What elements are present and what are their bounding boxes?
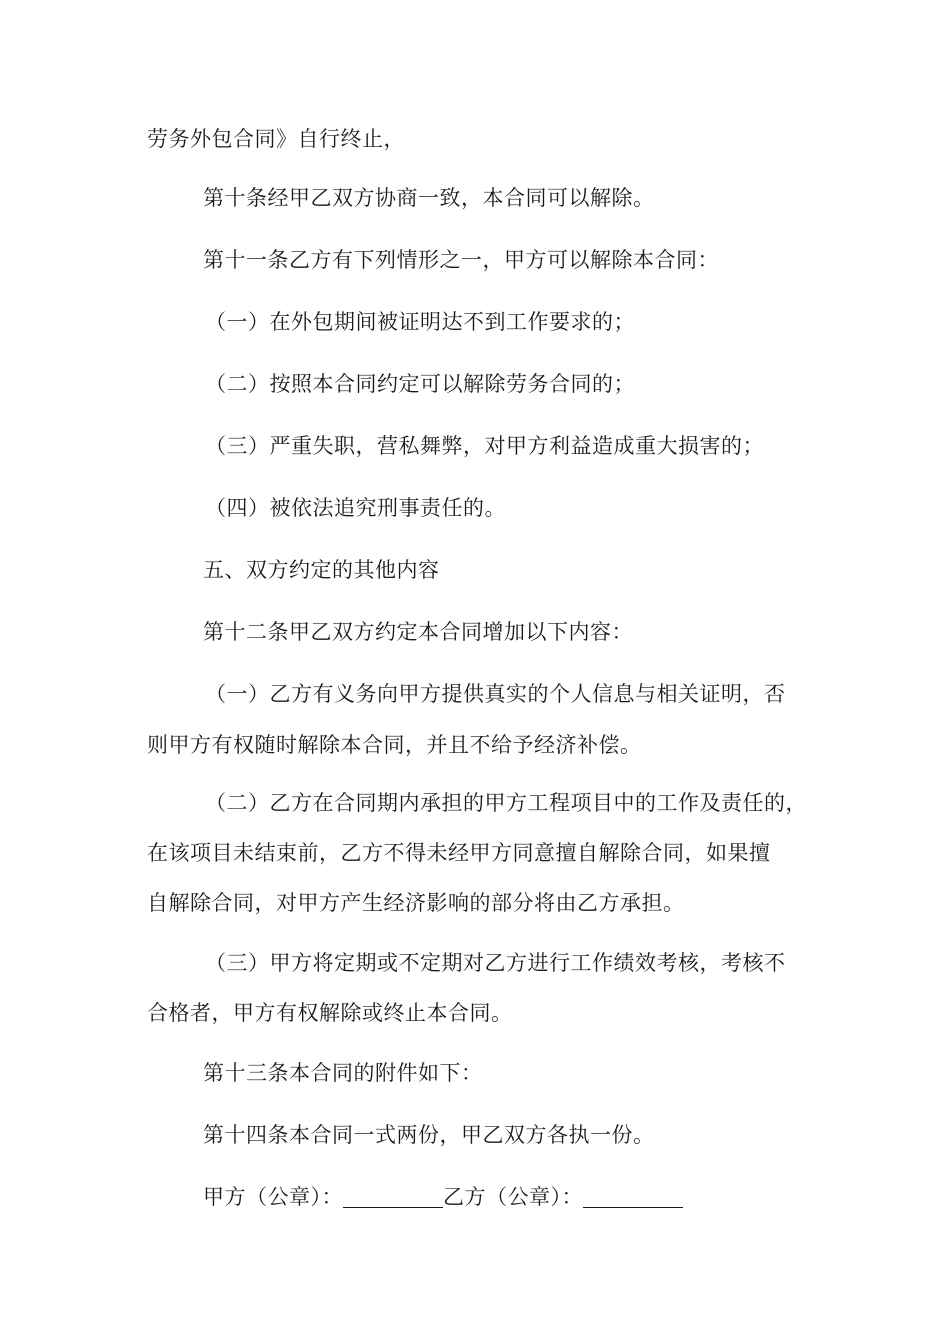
clause-12-item-2: （二）乙方在合同期内承担的甲方工程项目中的工作及责任的， — [205, 791, 807, 815]
clause-10: 第十条经甲乙双方协商一致，本合同可以解除。 — [203, 186, 655, 210]
clause-11-item-3: （三）严重失职，营私舞弊，对甲方利益造成重大损害的； — [205, 434, 764, 458]
clause-13: 第十三条本合同的附件如下： — [203, 1061, 483, 1085]
clause-12-item-2-cont-2: 自解除合同，对甲方产生经济影响的部分将由乙方承担。 — [147, 891, 685, 915]
section-5-heading: 五、双方约定的其他内容 — [203, 558, 440, 582]
signature-line — [203, 1182, 683, 1212]
clause-11-item-1: （一）在外包期间被证明达不到工作要求的； — [205, 310, 635, 334]
party-a-seal-blank[interactable] — [343, 1185, 443, 1208]
party-a-label: 甲方（公章）： — [203, 1185, 343, 1209]
clause-14: 第十四条本合同一式两份，甲乙双方各执一份。 — [203, 1123, 655, 1147]
clause-12-item-2-cont-1: 在该项目未结束前，乙方不得未经甲方同意擅自解除合同，如果擅 — [147, 841, 771, 865]
party-b-label: 乙方（公章）： — [443, 1185, 583, 1209]
party-b-seal-blank[interactable] — [583, 1185, 683, 1208]
clause-12-item-1: （一）乙方有义务向甲方提供真实的个人信息与相关证明，否 — [205, 682, 786, 706]
clause-11-item-2: （二）按照本合同约定可以解除劳务合同的； — [205, 372, 635, 396]
text-line: 劳务外包合同》自行终止， — [147, 127, 405, 151]
clause-12-item-3: （三）甲方将定期或不定期对乙方进行工作绩效考核，考核不 — [205, 951, 786, 975]
clause-11: 第十一条乙方有下列情形之一，甲方可以解除本合同： — [203, 248, 719, 272]
clause-12-item-1-cont: 则甲方有权随时解除本合同，并且不给予经济补偿。 — [147, 733, 642, 757]
clause-12-item-3-cont: 合格者，甲方有权解除或终止本合同。 — [147, 1001, 513, 1025]
clause-11-item-4: （四）被依法追究刑事责任的。 — [205, 496, 506, 520]
clause-12: 第十二条甲乙双方约定本合同增加以下内容： — [203, 620, 633, 644]
